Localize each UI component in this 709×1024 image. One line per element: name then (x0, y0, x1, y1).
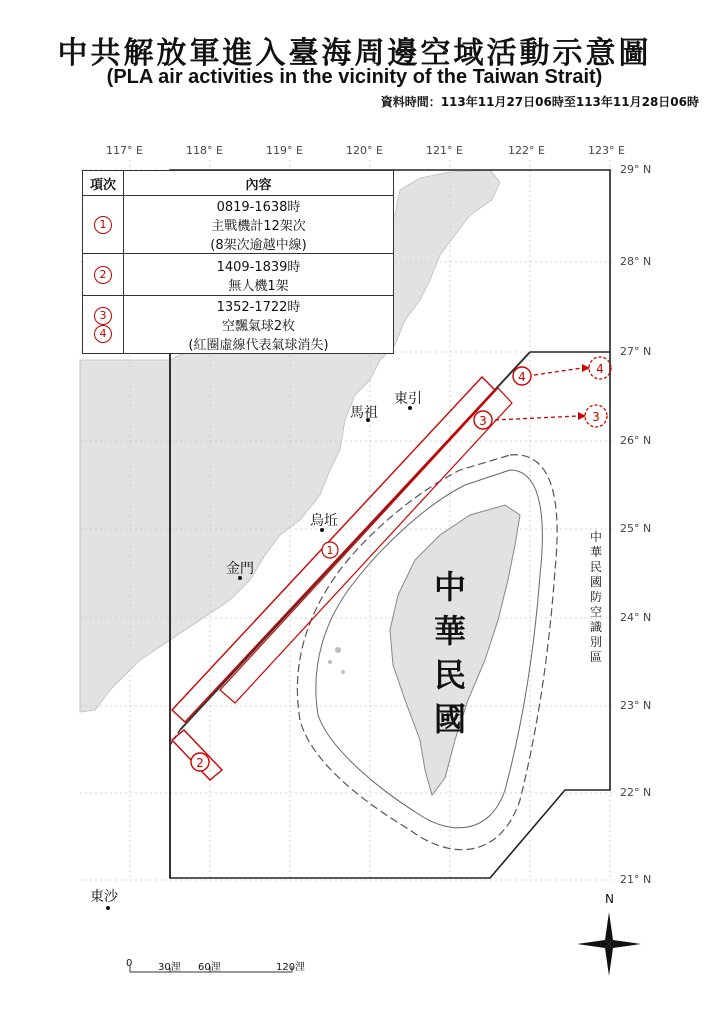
legend-row-1-line-1: 主戰機計12架次 (211, 219, 306, 234)
north-label: N (605, 892, 614, 906)
legend-row-3-marker-a: 3 (94, 307, 112, 325)
label-dongyin: 東引 (394, 391, 422, 407)
lat-22: 22° N (620, 786, 652, 799)
legend-row-3-marker-b: 4 (94, 325, 112, 343)
legend-row-1-line-2: (8架次逾越中線) (210, 238, 307, 253)
label-dongsha: 東沙 (90, 889, 118, 905)
lon-122: 122° E (508, 144, 545, 157)
legend-row-2-number (83, 254, 124, 296)
lat-21: 21° N (620, 873, 652, 886)
legend-row-3-line-2: (紅圈虛線代表氣球消失) (188, 338, 329, 353)
lon-118: 118° E (186, 144, 223, 157)
scale-label-0: 0 (126, 958, 133, 969)
map-title: 中共解放軍進入臺海周邊空域活動示意圖 (57, 36, 652, 71)
roc-label-char-1: 中 (434, 568, 467, 606)
roc-label-char-3: 民 (434, 656, 467, 694)
balloon-4-origin-number: 4 (518, 370, 526, 384)
penghu-islands (328, 647, 345, 674)
legend-row-2-marker: 2 (94, 266, 112, 284)
compass-rose (577, 912, 641, 976)
legend-table (82, 170, 394, 354)
roc-label-char-2: 華 (434, 612, 467, 650)
legend-row-3-time: 1352-1722時 (216, 300, 301, 315)
lon-120: 120° E (346, 144, 383, 157)
lat-23: 23° N (620, 699, 652, 712)
legend-row-1-number (83, 196, 124, 254)
lat-26: 26° N (620, 434, 652, 447)
legend-row-1-content (124, 196, 394, 254)
legend-row-3-number (83, 296, 124, 354)
data-time-range: 資料時間：113年11月27日06時至113年11月28日06時 (380, 95, 699, 109)
label-wuqiu: 烏坵 (310, 513, 338, 529)
adiz-label: 中華民國防空識別區 (590, 530, 603, 664)
lon-123: 123° E (588, 144, 625, 157)
legend-row-1 (83, 196, 394, 254)
map-subtitle: (PLA air activities in the vicinity of the Taiwan Strait) (106, 66, 603, 88)
legend-row-3-content (124, 296, 394, 354)
lon-119: 119° E (266, 144, 303, 157)
roc-label-char-4: 國 (434, 700, 467, 738)
scale-label-30: 30浬 (158, 962, 181, 973)
balloon-4-track (534, 368, 582, 375)
balloon-3-origin-number: 3 (479, 414, 487, 428)
lat-29: 29° N (620, 163, 652, 176)
lat-25: 25° N (620, 522, 652, 535)
lat-27: 27° N (620, 345, 652, 358)
scale-label-120: 120浬 (276, 962, 306, 973)
legend-row-2-line-1: 無人機1架 (228, 278, 289, 294)
legend-row-2-time: 1409-1839時 (216, 259, 301, 275)
lon-117: 117° E (106, 144, 143, 157)
legend-row-3-line-1: 空飄氣球2枚 (221, 319, 296, 334)
legend-row-2 (83, 254, 394, 296)
scale-label-60: 60浬 (198, 962, 221, 973)
legend-row-1-marker: 1 (94, 216, 112, 234)
label-kinmen: 金門 (226, 561, 254, 577)
activity-1-number: 1 (326, 544, 334, 557)
legend-row-2-content (124, 254, 394, 296)
legend-header-row (83, 171, 394, 196)
balloon-3-track (495, 416, 578, 420)
lat-24: 24° N (620, 611, 652, 624)
dongsha-island (106, 906, 110, 910)
legend-header-content: 內容 (124, 171, 394, 196)
lat-28: 28° N (620, 255, 652, 268)
legend-row-3 (83, 296, 394, 354)
lon-121: 121° E (426, 144, 463, 157)
legend-row-1-time: 0819-1638時 (216, 200, 301, 215)
balloon-3-vanish-number: 3 (592, 410, 600, 424)
balloon-4-vanish-number: 4 (596, 362, 604, 376)
label-matsu: 馬祖 (350, 405, 378, 421)
legend-header-item: 項次 (83, 171, 124, 196)
activity-2-number: 2 (196, 756, 204, 770)
